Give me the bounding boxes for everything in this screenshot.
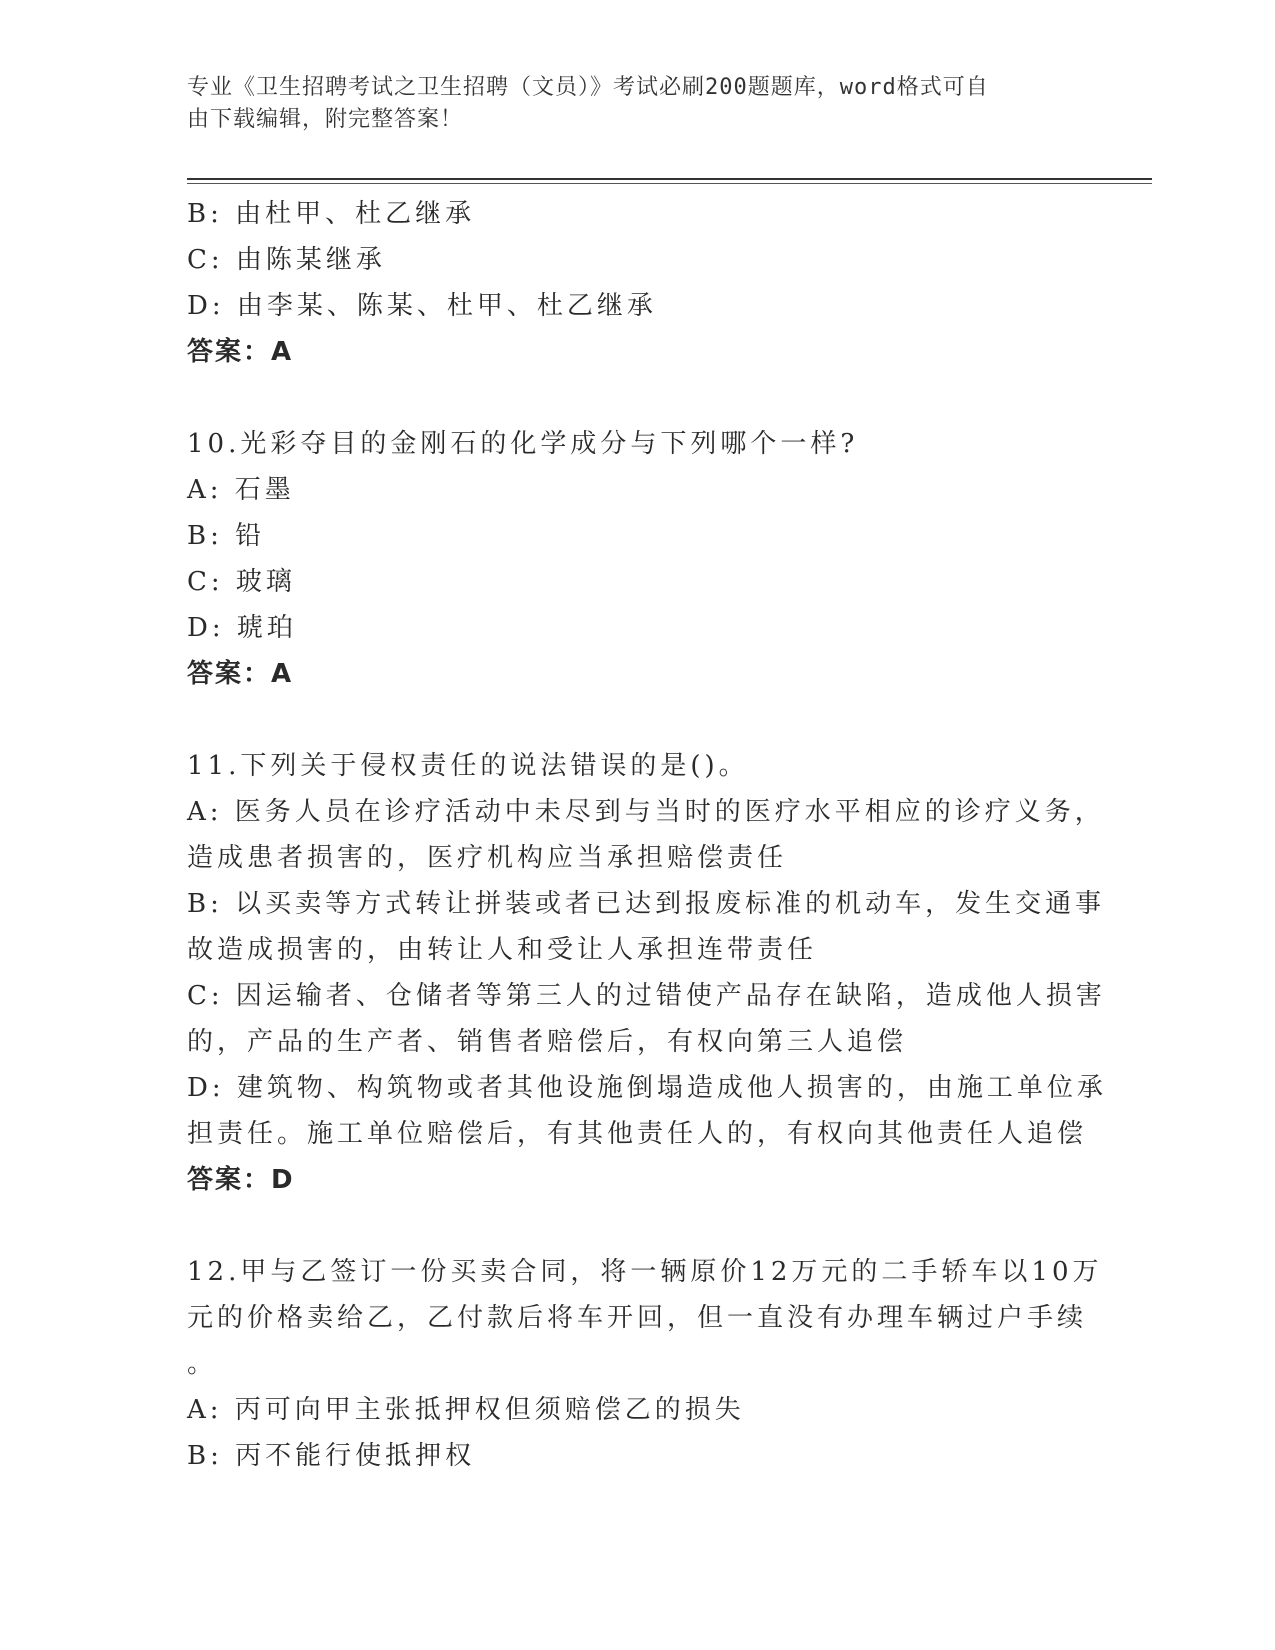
header-line-2: 由下载编辑，附完整答案！ [187,107,464,132]
q11-option-b-line-1: B: 以买卖等方式转让拼装或者已达到报废标准的机动车，发生交通事 [187,889,1106,919]
spacer [187,697,1087,743]
q9-option-c: C: 由陈某继承 [187,245,386,275]
q11-stem: 11.下列关于侵权责任的说法错误的是()。 [187,751,749,781]
q11-option-a-line-1: A: 医务人员在诊疗活动中未尽到与当时的医疗水平相应的诊疗义务， [187,797,1105,827]
q12-stem-line-3: 。 [187,1349,218,1379]
spacer [187,1203,1087,1249]
q12-option-a: A: 丙可向甲主张抵押权但须赔偿乙的损失 [187,1395,745,1425]
q10-option-a: A: 石墨 [187,475,295,505]
q12-stem-line-1: 12.甲与乙签订一份买卖合同，将一辆原价12万元的二手轿车以10万 [187,1257,1103,1287]
q10-answer: 答案：A [187,659,294,689]
q10-stem: 10.光彩夺目的金刚石的化学成分与下列哪个一样? [187,429,859,459]
q12-stem-line-2: 元的价格卖给乙，乙付款后将车开回，但一直没有办理车辆过户手续 [187,1303,1088,1333]
q11-answer: 答案：D [187,1165,295,1195]
header-line-1: 专业《卫生招聘考试之卫生招聘（文员）》考试必刷200题题库，word格式可自 [187,75,989,100]
q11-option-d-line-2: 担责任。施工单位赔偿后，有其他责任人的，有权向其他责任人追偿 [187,1119,1088,1149]
q10-option-c: C: 玻璃 [187,567,296,597]
q10-option-b: B: 铅 [187,521,266,551]
q9-option-b: B: 由杜甲、杜乙继承 [187,199,476,229]
q11-option-c-line-2: 的，产品的生产者、销售者赔偿后，有权向第三人追偿 [187,1027,908,1057]
header-divider-thick [187,178,1152,180]
header-divider-thin [187,183,1152,184]
q11-option-d-line-1: D: 建筑物、构筑物或者其他设施倒塌造成他人损害的，由施工单位承 [187,1073,1107,1103]
q11-option-a-line-2: 造成患者损害的，医疗机构应当承担赔偿责任 [187,843,788,873]
document-header [187,72,1067,136]
q10-option-d: D: 琥珀 [187,613,297,643]
q11-option-b-line-2: 故造成损害的，由转让人和受让人承担连带责任 [187,935,818,965]
q11-option-c-line-1: C: 因运输者、仓储者等第三人的过错使产品存在缺陷，造成他人损害 [187,981,1106,1011]
question-content [187,191,1107,1479]
q9-answer: 答案：A [187,337,294,367]
spacer [187,375,1087,421]
q12-option-b: B: 丙不能行使抵押权 [187,1441,476,1471]
q9-option-d: D: 由李某、陈某、杜甲、杜乙继承 [187,291,657,321]
